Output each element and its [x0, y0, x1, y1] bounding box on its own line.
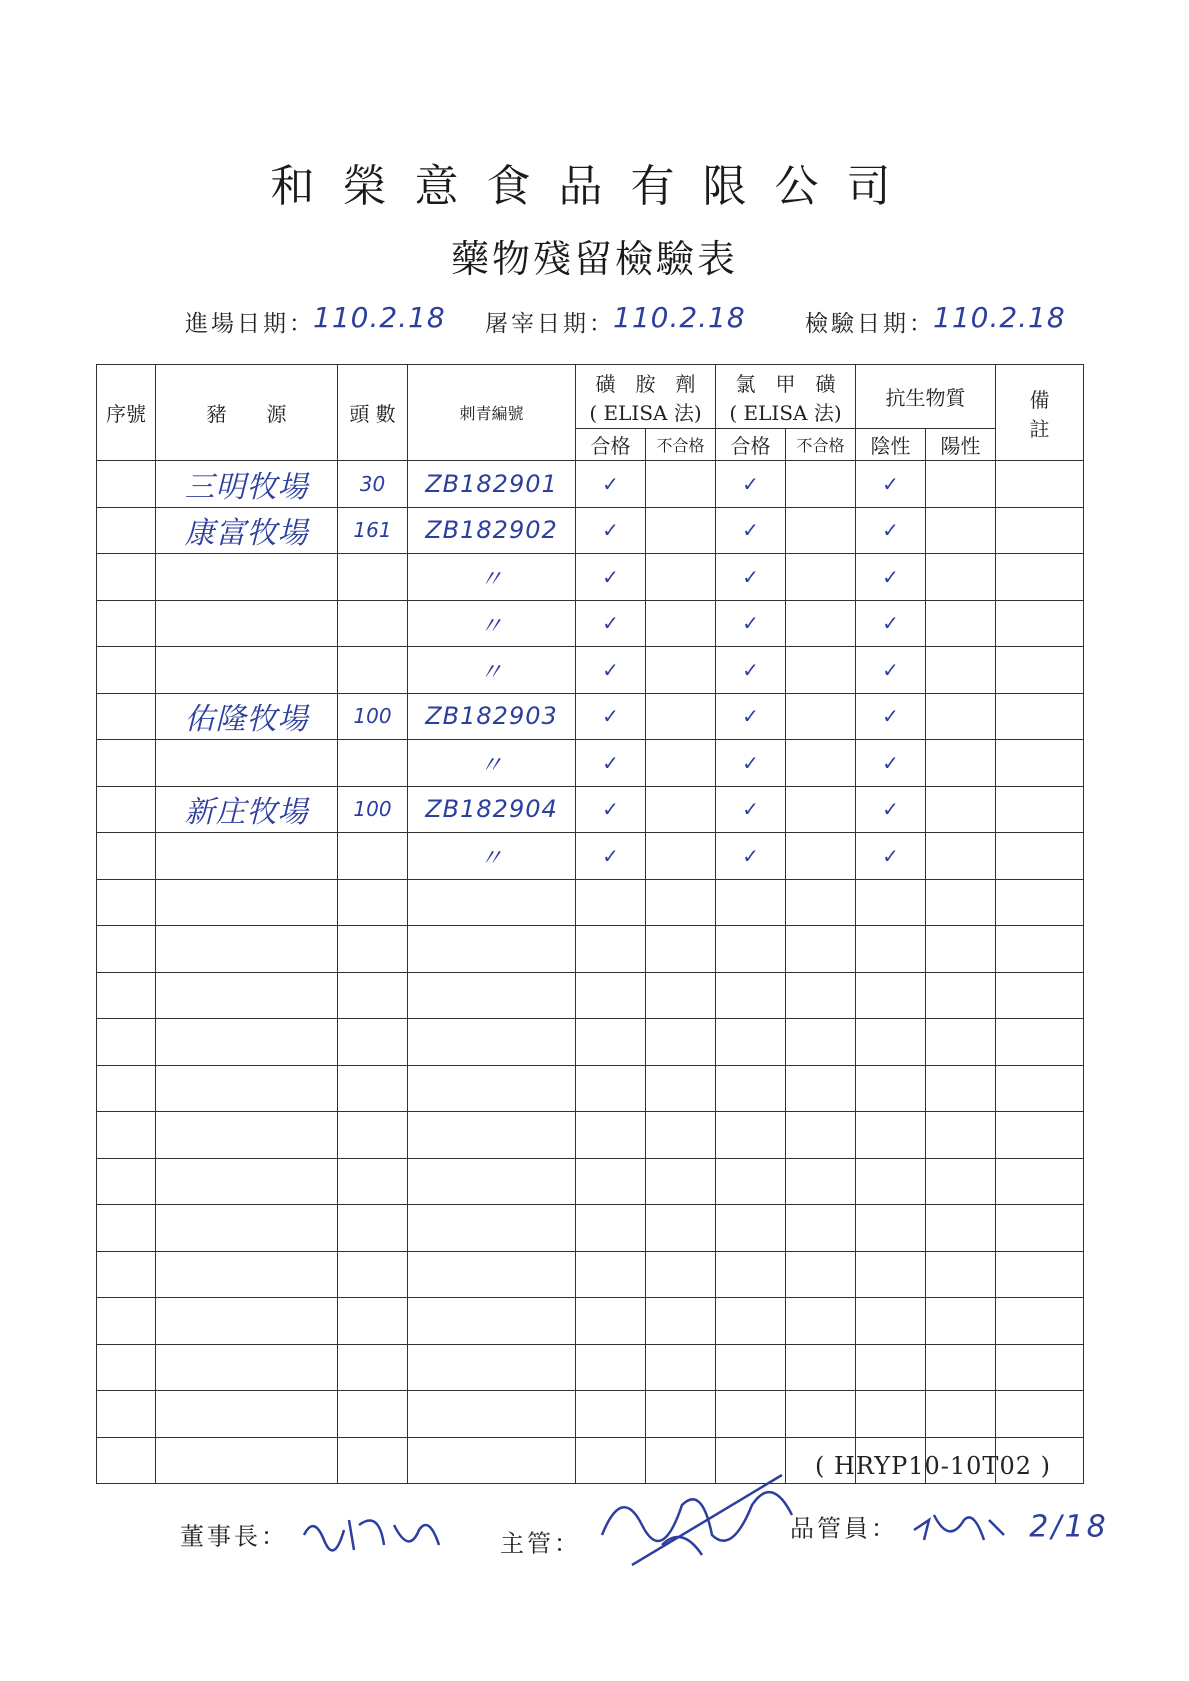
sulfa-fail-cell — [646, 926, 716, 973]
chloram-fail-cell — [786, 972, 856, 1019]
count-cell: 30 — [338, 461, 408, 508]
qc-signature — [909, 1515, 1030, 1543]
sulfa-pass-cell — [576, 1019, 646, 1066]
sulfa-pass-cell — [576, 1065, 646, 1112]
source-cell — [156, 740, 338, 787]
sulfa-pass-cell: ✓ — [576, 554, 646, 601]
chloram-pass-cell — [716, 1065, 786, 1112]
antibiotic-negative-cell: ✓ — [856, 554, 926, 601]
antibiotic-positive-cell — [926, 693, 996, 740]
chloram-pass-cell: ✓ — [716, 600, 786, 647]
chairman-label: 董事長： — [180, 1522, 288, 1551]
remark-cell — [996, 1065, 1084, 1112]
table-row — [97, 879, 1084, 926]
header-count: 頭 數 — [338, 365, 408, 461]
table-row — [97, 1065, 1084, 1112]
source-cell — [156, 1205, 338, 1252]
seq-cell — [97, 1391, 156, 1438]
antibiotic-positive-cell — [926, 972, 996, 1019]
table-row — [97, 461, 1084, 508]
source-cell — [156, 647, 338, 694]
seq-cell — [97, 1019, 156, 1066]
sulfa-fail-cell — [646, 461, 716, 508]
table-row — [97, 1344, 1084, 1391]
source-cell — [156, 554, 338, 601]
sulfa-pass-cell — [576, 1205, 646, 1252]
chloram-fail-cell — [786, 1298, 856, 1345]
tattoo-cell — [408, 1019, 576, 1066]
sulfa-pass-cell — [576, 1158, 646, 1205]
table-row — [97, 1205, 1084, 1252]
count-cell — [338, 647, 408, 694]
count-cell — [338, 554, 408, 601]
count-cell — [338, 972, 408, 1019]
count-cell — [338, 1065, 408, 1112]
chloram-fail-cell — [786, 600, 856, 647]
count-cell — [338, 1205, 408, 1252]
chloram-pass-cell: ✓ — [716, 461, 786, 508]
antibiotic-positive-cell — [926, 1205, 996, 1252]
chloram-pass-cell: ✓ — [716, 833, 786, 880]
chloram-fail-cell — [786, 1065, 856, 1112]
sulfa-fail-cell — [646, 1344, 716, 1391]
sulfa-fail-cell — [646, 1205, 716, 1252]
sulfa-fail-cell — [646, 833, 716, 880]
header-sulfa-name: 磺 胺 劑 — [595, 371, 696, 396]
table-row — [97, 693, 1084, 740]
sulfa-pass-cell — [576, 879, 646, 926]
seq-cell — [97, 972, 156, 1019]
chairman-signature-block — [180, 1505, 449, 1565]
count-cell — [338, 1298, 408, 1345]
table-row — [97, 786, 1084, 833]
remark-cell — [996, 1251, 1084, 1298]
header-antibiotic-positive: 陽性 — [926, 429, 996, 461]
residue-table — [96, 364, 1084, 1484]
sulfa-pass-cell — [576, 1344, 646, 1391]
seq-cell — [97, 926, 156, 973]
sulfa-pass-cell — [576, 972, 646, 1019]
seq-cell — [97, 1437, 156, 1484]
source-cell — [156, 926, 338, 973]
table-row — [97, 926, 1084, 973]
header-sulfa-method: ( ELISA 法) — [589, 400, 702, 425]
header-sulfa-pass: 合格 — [576, 429, 646, 461]
antibiotic-positive-cell — [926, 647, 996, 694]
antibiotic-negative-cell — [856, 1298, 926, 1345]
chloram-fail-cell — [786, 461, 856, 508]
sulfa-pass-cell — [576, 1391, 646, 1438]
remark-cell — [996, 507, 1084, 554]
tattoo-cell: ZB182902 — [408, 507, 576, 554]
tattoo-cell — [408, 926, 576, 973]
antibiotic-negative-cell: ✓ — [856, 786, 926, 833]
tattoo-cell — [408, 1391, 576, 1438]
sulfa-fail-cell — [646, 879, 716, 926]
antibiotic-positive-cell — [926, 786, 996, 833]
tattoo-cell: ZB182904 — [408, 786, 576, 833]
tattoo-cell: 〃 — [408, 647, 576, 694]
chloram-fail-cell — [786, 1158, 856, 1205]
sulfa-fail-cell — [646, 693, 716, 740]
count-cell — [338, 1391, 408, 1438]
form-code: ( HRYP10-10T02 ) — [815, 1452, 1051, 1480]
remark-cell — [996, 554, 1084, 601]
qc-signature-block — [790, 1505, 1109, 1555]
sulfa-pass-cell: ✓ — [576, 461, 646, 508]
sulfa-pass-cell: ✓ — [576, 600, 646, 647]
tattoo-cell: ZB182901 — [408, 461, 576, 508]
source-cell — [156, 1437, 338, 1484]
remark-cell — [996, 1391, 1084, 1438]
count-cell — [338, 600, 408, 647]
table-row — [97, 1251, 1084, 1298]
header-antibiotic: 抗生物質 — [856, 365, 996, 429]
antibiotic-positive-cell — [926, 926, 996, 973]
chloram-pass-cell — [716, 1298, 786, 1345]
supervisor-label: 主管： — [500, 1529, 581, 1558]
tattoo-cell — [408, 1344, 576, 1391]
remark-cell — [996, 740, 1084, 787]
sulfa-fail-cell — [646, 786, 716, 833]
seq-cell — [97, 1065, 156, 1112]
chloram-fail-cell — [786, 693, 856, 740]
company-name: 和榮意食品有限公司 — [270, 161, 919, 212]
header-sulfa-fail: 不合格 — [646, 429, 716, 461]
count-cell: 100 — [338, 786, 408, 833]
sulfa-pass-cell — [576, 926, 646, 973]
antibiotic-negative-cell — [856, 1158, 926, 1205]
seq-cell — [97, 1112, 156, 1159]
chloram-fail-cell — [786, 1205, 856, 1252]
remark-cell — [996, 833, 1084, 880]
antibiotic-negative-cell — [856, 1391, 926, 1438]
tattoo-cell — [408, 1205, 576, 1252]
chloram-pass-cell: ✓ — [716, 507, 786, 554]
header-chloram — [716, 365, 856, 429]
sulfa-fail-cell — [646, 1158, 716, 1205]
chloram-fail-cell — [786, 1251, 856, 1298]
remark-cell — [996, 693, 1084, 740]
antibiotic-positive-cell — [926, 461, 996, 508]
sulfa-fail-cell — [646, 507, 716, 554]
chloram-fail-cell — [786, 1344, 856, 1391]
supervisor-signature-block — [500, 1505, 812, 1585]
antibiotic-negative-cell — [856, 1344, 926, 1391]
sulfa-fail-cell — [646, 1391, 716, 1438]
chloram-fail-cell — [786, 740, 856, 787]
entry-date-value: 110.2.18 — [313, 301, 446, 334]
entry-date-label: 進場日期： — [185, 311, 315, 337]
count-cell — [338, 1437, 408, 1484]
antibiotic-positive-cell — [926, 1251, 996, 1298]
header-chloram-name: 氯 甲 磺 — [735, 371, 836, 396]
tattoo-cell — [408, 1112, 576, 1159]
sulfa-pass-cell: ✓ — [576, 507, 646, 554]
seq-cell — [97, 740, 156, 787]
count-cell — [338, 1251, 408, 1298]
antibiotic-positive-cell — [926, 1344, 996, 1391]
remark-cell — [996, 1112, 1084, 1159]
count-cell — [338, 1112, 408, 1159]
count-cell — [338, 926, 408, 973]
chloram-fail-cell — [786, 1391, 856, 1438]
sulfa-fail-cell — [646, 1251, 716, 1298]
source-cell — [156, 1112, 338, 1159]
antibiotic-negative-cell — [856, 1065, 926, 1112]
table-row — [97, 507, 1084, 554]
source-cell — [156, 1019, 338, 1066]
count-cell: 161 — [338, 507, 408, 554]
seq-cell — [97, 693, 156, 740]
chairman-signature — [299, 1514, 449, 1554]
chloram-pass-cell — [716, 1251, 786, 1298]
chloram-pass-cell — [716, 1112, 786, 1159]
chloram-pass-cell: ✓ — [716, 554, 786, 601]
sulfa-pass-cell: ✓ — [576, 786, 646, 833]
remark-cell — [996, 1019, 1084, 1066]
seq-cell — [97, 461, 156, 508]
seq-cell — [97, 786, 156, 833]
tattoo-cell: 〃 — [408, 554, 576, 601]
form-title: 藥物殘留檢驗表 — [450, 237, 738, 281]
chloram-pass-cell: ✓ — [716, 693, 786, 740]
tattoo-cell — [408, 1065, 576, 1112]
tattoo-cell: ZB182903 — [408, 693, 576, 740]
antibiotic-positive-cell — [926, 1065, 996, 1112]
chloram-fail-cell — [786, 786, 856, 833]
source-cell — [156, 1298, 338, 1345]
table-row — [97, 833, 1084, 880]
seq-cell — [97, 1344, 156, 1391]
table-row — [97, 1112, 1084, 1159]
count-cell — [338, 833, 408, 880]
antibiotic-negative-cell: ✓ — [856, 600, 926, 647]
chloram-fail-cell — [786, 507, 856, 554]
seq-cell — [97, 1158, 156, 1205]
antibiotic-positive-cell — [926, 879, 996, 926]
chloram-pass-cell — [716, 1205, 786, 1252]
sulfa-pass-cell: ✓ — [576, 647, 646, 694]
chloram-fail-cell — [786, 833, 856, 880]
sulfa-fail-cell — [646, 647, 716, 694]
inspect-date-label: 檢驗日期： — [805, 311, 935, 337]
remark-cell — [996, 647, 1084, 694]
remark-cell — [996, 600, 1084, 647]
sulfa-pass-cell — [576, 1251, 646, 1298]
source-cell: 佑隆牧場 — [156, 693, 338, 740]
tattoo-cell — [408, 879, 576, 926]
source-cell — [156, 879, 338, 926]
remark-cell — [996, 926, 1084, 973]
source-cell — [156, 972, 338, 1019]
antibiotic-positive-cell — [926, 833, 996, 880]
antibiotic-negative-cell: ✓ — [856, 740, 926, 787]
source-cell — [156, 1251, 338, 1298]
header-source: 豬 源 — [156, 365, 338, 461]
seq-cell — [97, 879, 156, 926]
sulfa-fail-cell — [646, 554, 716, 601]
antibiotic-negative-cell — [856, 879, 926, 926]
chloram-fail-cell — [786, 1112, 856, 1159]
antibiotic-positive-cell — [926, 1112, 996, 1159]
antibiotic-positive-cell — [926, 554, 996, 601]
sulfa-pass-cell — [576, 1112, 646, 1159]
source-cell: 康富牧場 — [156, 507, 338, 554]
sulfa-fail-cell — [646, 740, 716, 787]
qc-date: 2/18 — [1029, 1509, 1109, 1545]
inspect-date-value: 110.2.18 — [933, 301, 1066, 334]
source-cell — [156, 1065, 338, 1112]
seq-cell — [97, 647, 156, 694]
antibiotic-negative-cell: ✓ — [856, 833, 926, 880]
table-row — [97, 600, 1084, 647]
header-remark: 備 註 — [996, 365, 1084, 461]
source-cell — [156, 1391, 338, 1438]
chloram-pass-cell — [716, 1158, 786, 1205]
header-chloram-pass: 合格 — [716, 429, 786, 461]
header-antibiotic-negative: 陰性 — [856, 429, 926, 461]
antibiotic-negative-cell — [856, 1205, 926, 1252]
source-cell: 三明牧場 — [156, 461, 338, 508]
seq-cell — [97, 554, 156, 601]
remark-cell — [996, 786, 1084, 833]
antibiotic-positive-cell — [926, 1298, 996, 1345]
chloram-pass-cell — [716, 1019, 786, 1066]
antibiotic-negative-cell: ✓ — [856, 461, 926, 508]
count-cell — [338, 1344, 408, 1391]
table-row — [97, 740, 1084, 787]
tattoo-cell: 〃 — [408, 740, 576, 787]
source-cell: 新庄牧場 — [156, 786, 338, 833]
remark-cell — [996, 1205, 1084, 1252]
table-row — [97, 647, 1084, 694]
sulfa-fail-cell — [646, 600, 716, 647]
supervisor-signature — [592, 1530, 812, 1558]
antibiotic-positive-cell — [926, 1158, 996, 1205]
chloram-pass-cell: ✓ — [716, 740, 786, 787]
chloram-pass-cell — [716, 926, 786, 973]
count-cell — [338, 1158, 408, 1205]
antibiotic-negative-cell — [856, 1251, 926, 1298]
remark-cell — [996, 1344, 1084, 1391]
sulfa-fail-cell — [646, 972, 716, 1019]
source-cell — [156, 600, 338, 647]
tattoo-cell: 〃 — [408, 600, 576, 647]
antibiotic-negative-cell — [856, 1019, 926, 1066]
seq-cell — [97, 507, 156, 554]
remark-cell — [996, 972, 1084, 1019]
remark-cell — [996, 1298, 1084, 1345]
tattoo-cell: 〃 — [408, 833, 576, 880]
chloram-fail-cell — [786, 1019, 856, 1066]
antibiotic-negative-cell: ✓ — [856, 507, 926, 554]
chloram-pass-cell — [716, 1391, 786, 1438]
sulfa-pass-cell: ✓ — [576, 833, 646, 880]
chloram-pass-cell — [716, 1344, 786, 1391]
chloram-fail-cell — [786, 554, 856, 601]
sulfa-fail-cell — [646, 1298, 716, 1345]
sulfa-pass-cell: ✓ — [576, 693, 646, 740]
antibiotic-negative-cell — [856, 1112, 926, 1159]
sulfa-pass-cell — [576, 1298, 646, 1345]
count-cell — [338, 879, 408, 926]
antibiotic-negative-cell: ✓ — [856, 647, 926, 694]
table-row — [97, 1158, 1084, 1205]
tattoo-cell — [408, 1251, 576, 1298]
source-cell — [156, 1344, 338, 1391]
antibiotic-positive-cell — [926, 600, 996, 647]
table-row — [97, 554, 1084, 601]
tattoo-cell — [408, 1158, 576, 1205]
antibiotic-positive-cell — [926, 1391, 996, 1438]
header-chloram-fail: 不合格 — [786, 429, 856, 461]
table-row — [97, 1391, 1084, 1438]
antibiotic-negative-cell: ✓ — [856, 693, 926, 740]
chloram-pass-cell — [716, 972, 786, 1019]
remark-cell — [996, 1158, 1084, 1205]
antibiotic-positive-cell — [926, 507, 996, 554]
tattoo-cell — [408, 1437, 576, 1484]
chloram-fail-cell — [786, 926, 856, 973]
sulfa-fail-cell — [646, 1112, 716, 1159]
table-row — [97, 1298, 1084, 1345]
chloram-fail-cell — [786, 647, 856, 694]
source-cell — [156, 1158, 338, 1205]
header-sulfa — [576, 365, 716, 429]
header-seq: 序號 — [97, 365, 156, 461]
tattoo-cell — [408, 972, 576, 1019]
antibiotic-positive-cell — [926, 1019, 996, 1066]
seq-cell — [97, 1251, 156, 1298]
seq-cell — [97, 1205, 156, 1252]
remark-cell — [996, 461, 1084, 508]
sulfa-fail-cell — [646, 1065, 716, 1112]
chloram-pass-cell: ✓ — [716, 647, 786, 694]
chloram-pass-cell: ✓ — [716, 786, 786, 833]
slaughter-date-label: 屠宰日期： — [485, 311, 615, 337]
seq-cell — [97, 600, 156, 647]
remark-cell — [996, 879, 1084, 926]
sulfa-fail-cell — [646, 1019, 716, 1066]
header-tattoo: 刺青編號 — [408, 365, 576, 461]
table-row — [97, 1019, 1084, 1066]
count-cell — [338, 740, 408, 787]
chloram-pass-cell — [716, 879, 786, 926]
chloram-fail-cell — [786, 879, 856, 926]
header-chloram-method: ( ELISA 法) — [729, 400, 842, 425]
qc-label: 品管員： — [790, 1514, 898, 1543]
table-row — [97, 972, 1084, 1019]
count-cell: 100 — [338, 693, 408, 740]
seq-cell — [97, 1298, 156, 1345]
slaughter-date-value: 110.2.18 — [613, 301, 746, 334]
antibiotic-negative-cell — [856, 926, 926, 973]
seq-cell — [97, 833, 156, 880]
antibiotic-negative-cell — [856, 972, 926, 1019]
count-cell — [338, 1019, 408, 1066]
source-cell — [156, 833, 338, 880]
sulfa-pass-cell: ✓ — [576, 740, 646, 787]
tattoo-cell — [408, 1298, 576, 1345]
antibiotic-positive-cell — [926, 740, 996, 787]
